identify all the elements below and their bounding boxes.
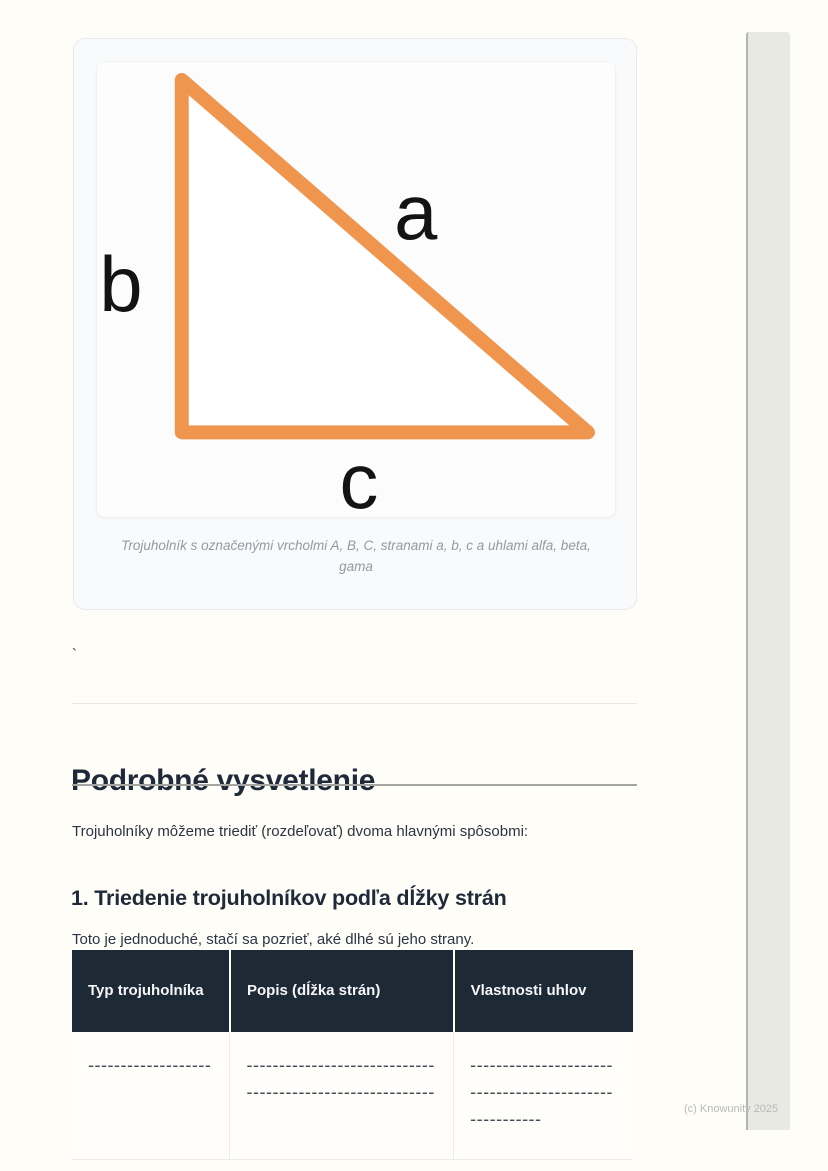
table-cell-angles: ------------------------------------------------------- xyxy=(454,1032,633,1160)
section-heading: Podrobné vysvetlenie xyxy=(71,763,376,797)
figure-card xyxy=(73,38,637,610)
heading-underline xyxy=(72,784,637,786)
table-header-type: Typ trojuholníka xyxy=(72,950,230,1032)
table-header-description: Popis (dĺžka strán) xyxy=(230,950,454,1032)
section-divider xyxy=(72,703,637,704)
stray-backtick-text: ` xyxy=(72,646,77,663)
table-row xyxy=(72,1032,633,1160)
triangle-types-table xyxy=(72,950,633,1160)
table-cell-type: ------------------- xyxy=(72,1032,230,1160)
triangle-image xyxy=(96,61,616,518)
subsection-paragraph: Toto je jednoduché, stačí sa pozrieť, aké dlhé sú jeho strany. xyxy=(72,931,475,948)
table-header-angles: Vlastnosti uhlov xyxy=(454,950,633,1032)
watermark-text: (c) Knowunity 2025 xyxy=(684,1103,779,1115)
table-cell-description: ---------------------------------------------------------- xyxy=(230,1032,454,1160)
triangle-side-c-label: c xyxy=(339,439,379,517)
triangle-shape xyxy=(182,80,588,432)
triangle-side-a-label: a xyxy=(394,170,438,257)
figure-caption: Trojuholník s označenými vrcholmi A, B, C, stranami a, b, c a uhlami alfa, beta, gama xyxy=(121,538,591,574)
table-header xyxy=(72,950,633,1032)
intro-paragraph: Trojuholníky môžeme triediť (rozdeľovať) dvoma hlavnými spôsobmi: xyxy=(72,823,529,840)
vertical-scrollbar[interactable] xyxy=(746,32,790,1130)
triangle-diagram-icon xyxy=(97,62,615,517)
triangle-side-b-label: b xyxy=(99,241,143,328)
subsection-heading: 1. Triedenie trojuholníkov podľa dĺžky strán xyxy=(71,885,507,910)
